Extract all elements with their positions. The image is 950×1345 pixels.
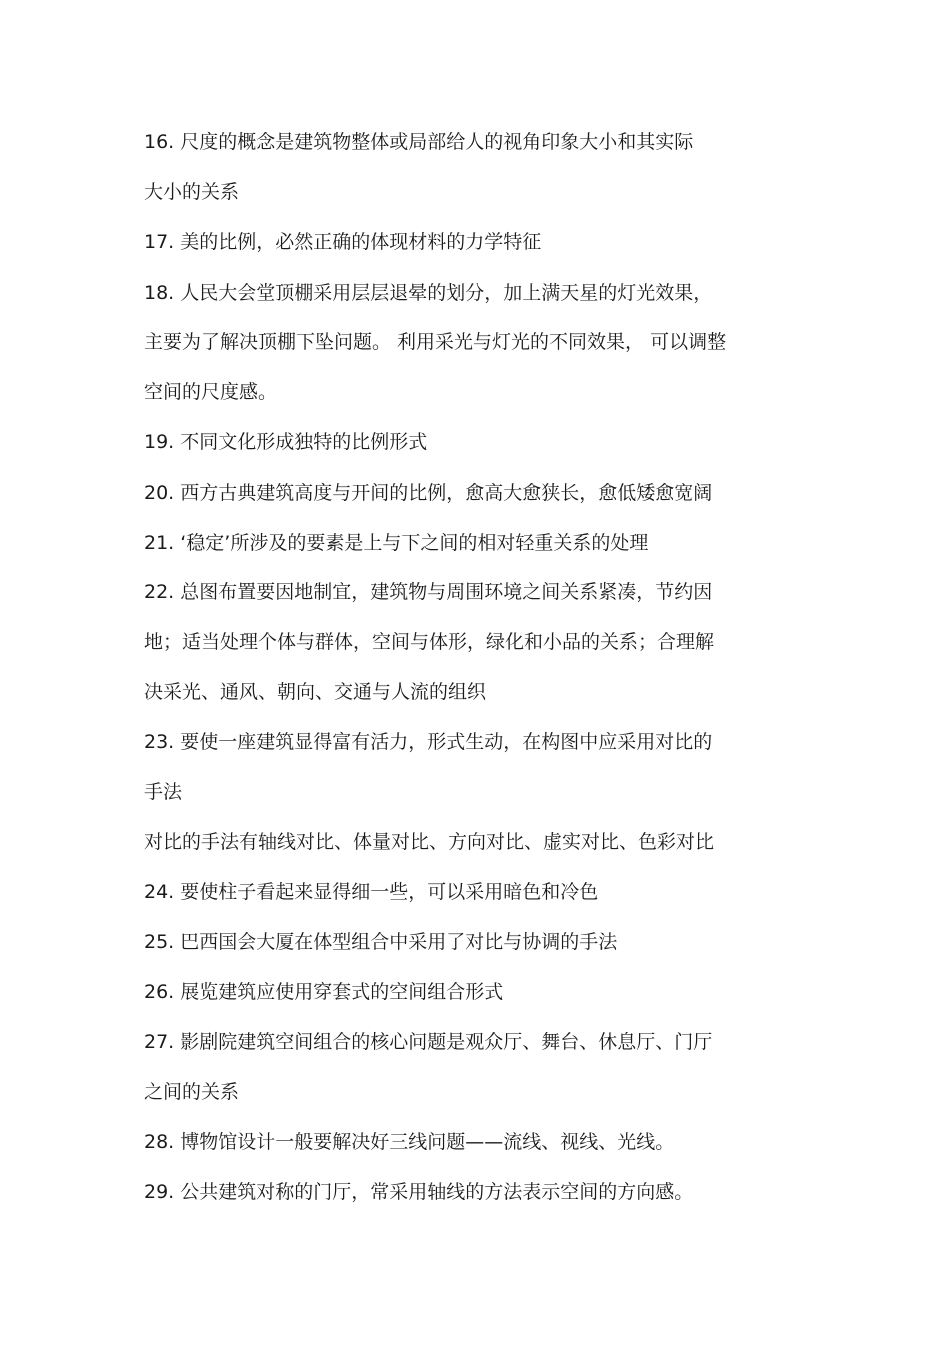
text-line-27-cont: 之间的关系 <box>144 1081 240 1103</box>
text-line-18-cont-1: 主要为了解决顶棚下坠问题。 利用采光与灯光的不同效果， 可以调整 <box>144 331 727 353</box>
text-line-18-cont-2: 空间的尺度感。 <box>144 381 278 403</box>
text-line-25: 25. 巴西国会大厦在体型组合中采用了对比与协调的手法 <box>144 931 618 953</box>
text-line-28: 28. 博物馆设计一般要解决好三线问题——流线、视线、光线。 <box>144 1131 675 1153</box>
text-line-contrast: 对比的手法有轴线对比、体量对比、方向对比、虚实对比、色彩对比 <box>144 831 715 853</box>
text-line-20: 20. 西方古典建筑高度与开间的比例，愈高大愈狭长，愈低矮愈宽阔 <box>144 482 713 504</box>
text-line-17: 17. 美的比例，必然正确的体现材料的力学特征 <box>144 231 542 253</box>
text-line-22-cont-2: 决采光、通风、朝向、交通与人流的组织 <box>144 681 487 703</box>
text-line-27: 27. 影剧院建筑空间组合的核心问题是观众厅、舞台、休息厅、门厅 <box>144 1031 713 1053</box>
text-line-22: 22. 总图布置要因地制宜，建筑物与周围环境之间关系紧凑，节约因 <box>144 581 713 603</box>
text-line-22-cont-1: 地；适当处理个体与群体，空间与体形，绿化和小品的关系；合理解 <box>144 631 715 653</box>
text-line-21: 21. ‘稳定’所涉及的要素是上与下之间的相对轻重关系的处理 <box>144 532 649 554</box>
text-line-16-cont: 大小的关系 <box>144 181 240 203</box>
text-line-24: 24. 要使柱子看起来显得细一些，可以采用暗色和冷色 <box>144 881 599 903</box>
text-line-23-cont: 手法 <box>144 781 183 803</box>
text-line-18: 18. 人民大会堂顶棚采用层层退晕的划分，加上满天星的灯光效果， <box>144 282 713 304</box>
text-line-23: 23. 要使一座建筑显得富有活力，形式生动，在构图中应采用对比的 <box>144 731 713 753</box>
text-line-26: 26. 展览建筑应使用穿套式的空间组合形式 <box>144 981 504 1003</box>
text-line-29: 29. 公共建筑对称的门厅，常采用轴线的方法表示空间的方向感。 <box>144 1181 694 1203</box>
text-line-19: 19. 不同文化形成独特的比例形式 <box>144 431 428 453</box>
text-line-16: 16. 尺度的概念是建筑物整体或局部给人的视角印象大小和其实际 <box>144 131 694 153</box>
